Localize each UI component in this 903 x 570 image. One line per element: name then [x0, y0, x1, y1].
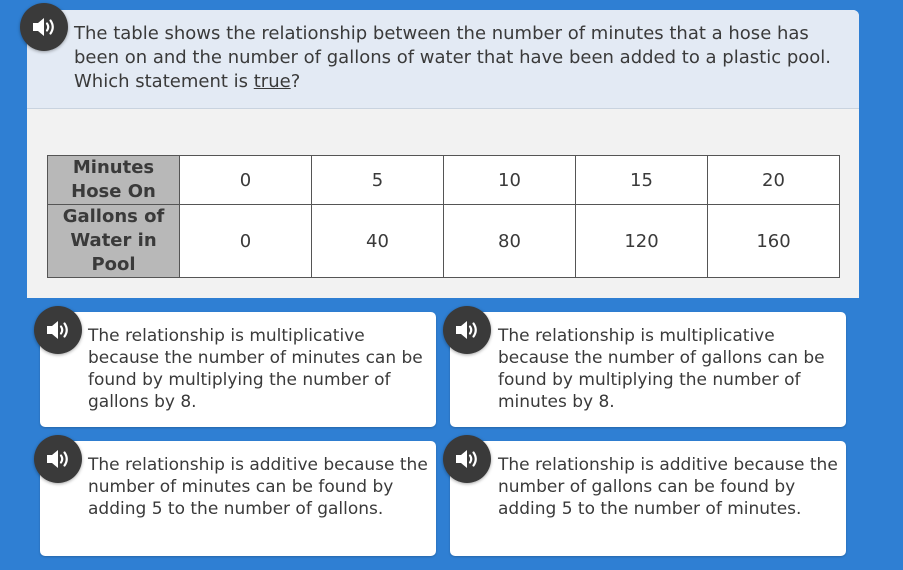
data-table — [47, 155, 840, 278]
answer-option-2[interactable] — [450, 312, 846, 427]
answer-option-1[interactable] — [40, 312, 436, 427]
answer-3-speaker-button[interactable] — [34, 435, 82, 483]
question-text-main: The table shows the relationship between the number of minutes that a hose has been on and the number of gallons of water that have been added to a plastic pool. Which statement is — [74, 23, 831, 92]
speaker-icon — [453, 447, 481, 471]
answer-text: The relationship is additive because the number of gallons can be found by adding 5 to the number of minutes. — [498, 455, 838, 519]
answer-text: The relationship is multiplicative because the number of gallons can be found by multiplying the number of minutes by 8. — [498, 326, 825, 412]
table-cell: 0 — [180, 156, 312, 205]
table-row — [48, 205, 840, 278]
speaker-icon — [44, 447, 72, 471]
table-cell: 5 — [312, 156, 444, 205]
answer-1-speaker-button[interactable] — [34, 306, 82, 354]
question-emphasis: true — [253, 71, 291, 92]
answer-4-speaker-button[interactable] — [443, 435, 491, 483]
table-cell: 15 — [576, 156, 708, 205]
speaker-icon — [453, 318, 481, 342]
question-speaker-button[interactable] — [20, 3, 68, 51]
table-cell: 120 — [576, 205, 708, 278]
answer-option-3[interactable] — [40, 441, 436, 556]
row-header-minutes: Minutes Hose On — [48, 156, 180, 205]
question-text — [74, 22, 834, 94]
table-cell: 0 — [180, 205, 312, 278]
answer-text: The relationship is multiplicative because the number of minutes can be found by multiplying the number of gallons by 8. — [88, 326, 423, 412]
speaker-icon — [44, 318, 72, 342]
table-row — [48, 156, 840, 205]
answer-text: The relationship is additive because the number of minutes can be found by adding 5 to the number of gallons. — [88, 455, 428, 519]
answer-option-4[interactable] — [450, 441, 846, 556]
table-cell: 40 — [312, 205, 444, 278]
row-header-gallons: Gallons of Water in Pool — [48, 205, 180, 278]
table-cell: 80 — [444, 205, 576, 278]
table-cell: 10 — [444, 156, 576, 205]
question-header — [27, 10, 859, 109]
speaker-icon — [30, 15, 58, 39]
table-cell: 20 — [708, 156, 840, 205]
question-text-end: ? — [290, 71, 301, 92]
table-cell: 160 — [708, 205, 840, 278]
answer-2-speaker-button[interactable] — [443, 306, 491, 354]
question-card — [27, 10, 859, 298]
